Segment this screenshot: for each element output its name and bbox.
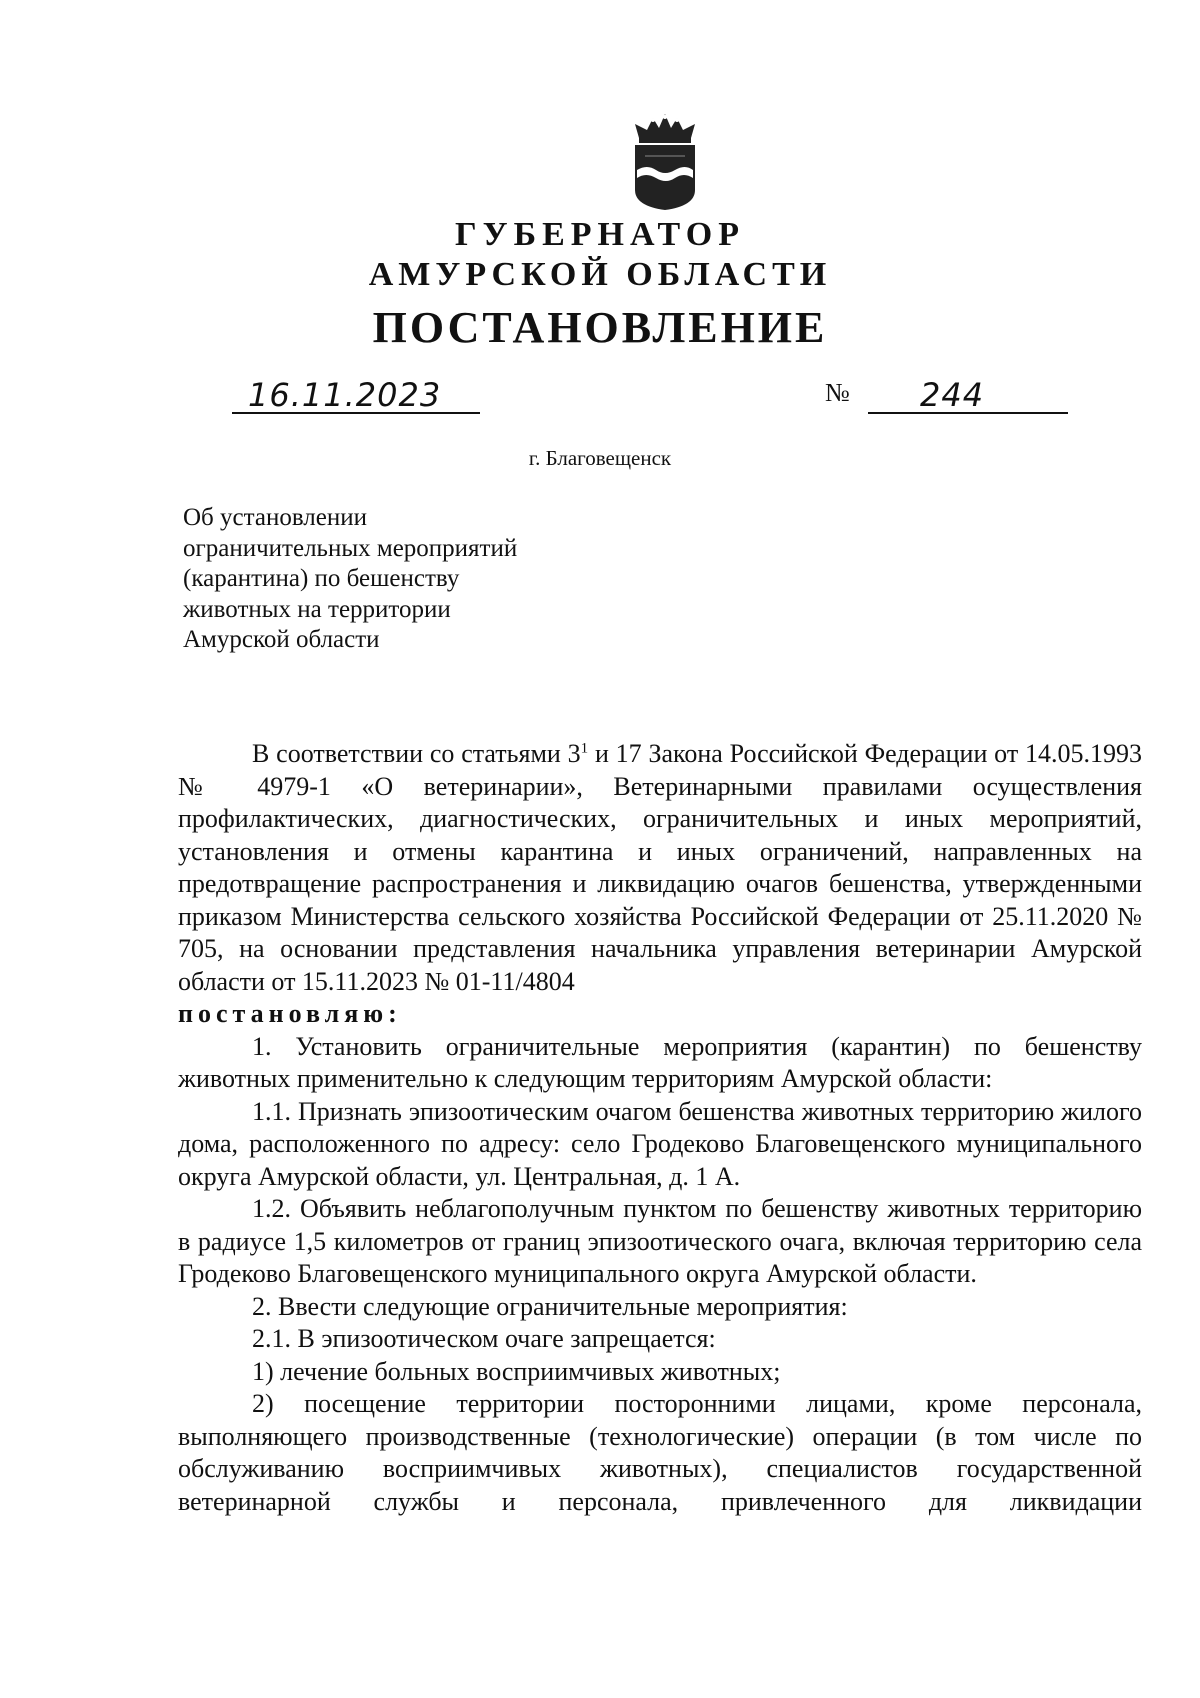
number-sign: № bbox=[825, 378, 850, 407]
document-body bbox=[178, 738, 1142, 1518]
preamble-text-continued: и 17 Закона Российской Федерации от 14.05.1993 № 4979-1 «О ветеринарии», Ветеринарными правилами осуществления профилактических, диагностических, ограничительных и иных мероприятий, установления и отмены карантина и иных ограничений, направленных на предотвращение распространения и ликвидацию очагов бешенства, утвержденными приказом Министерства сельского хозяйства Российской Федерации от 25.11.2020 № 705, на основании представления начальника управления ветеринарии Амурской области от 15.11.2023 № 01-11/4804 bbox=[178, 739, 1142, 996]
paragraph-1-1: 1.1. Признать эпизоотическим очагом бешенства животных территорию жилого дома, расположенного по адресу: село Гродеково Благовещенского муниципального округа Амурской области, ул. Центральная, д. 1 А. bbox=[178, 1096, 1142, 1191]
preamble-paragraph bbox=[178, 738, 1142, 998]
list-item-2: 2) посещение территории посторонними лицами, кроме персонала, выполняющего производственные (технологические) операции (в том числе по обслуживанию восприимчивых животных), специалистов государственной ветеринарной службы и персонала, привлеченного для ликвидации bbox=[178, 1389, 1142, 1516]
document-date: 16.11.2023 bbox=[248, 376, 442, 414]
decree-word: постановляю: bbox=[178, 999, 402, 1028]
paragraph-1: 1. Установить ограничительные мероприятия (карантин) по бешенству животных применительно к следующим территориям Амурской области: bbox=[178, 1031, 1142, 1093]
region-heading: АМУРСКОЙ ОБЛАСТИ bbox=[368, 256, 832, 293]
article-superscript: 1 bbox=[580, 740, 589, 757]
authority-heading: ГУБЕРНАТОР bbox=[455, 216, 745, 253]
paragraph-2-1: 2.1. В эпизоотическом очаге запрещается: bbox=[252, 1324, 716, 1353]
subject-line: животных на территории bbox=[183, 595, 451, 623]
document-type-title: ПОСТАНОВЛЕНИЕ bbox=[372, 303, 828, 352]
document-number: 244 bbox=[920, 376, 985, 414]
subject-line: (карантина) по бешенству bbox=[183, 565, 460, 592]
document-number-line bbox=[868, 372, 1068, 414]
preamble-text: В соответствии со статьями 3 bbox=[252, 739, 581, 768]
paragraph-1-2: 1.2. Объявить неблагополучным пунктом по бешенству животных территорию в радиусе 1,5 километров от границ эпизоотического очага, включая территорию села Гродеково Благовещенского муниципального округа Амурской области. bbox=[178, 1194, 1142, 1288]
city-label: г. Благовещенск bbox=[528, 446, 672, 470]
document-date-line bbox=[232, 372, 480, 414]
document-subject bbox=[183, 503, 603, 656]
subject-line: Об установлении bbox=[183, 504, 368, 531]
paragraph-2: 2. Ввести следующие ограничительные мероприятия: bbox=[252, 1291, 848, 1321]
subject-line: ограничительных мероприятий bbox=[183, 534, 518, 562]
coat-of-arms-icon bbox=[625, 112, 705, 212]
list-item-1: 1) лечение больных восприимчивых животных; bbox=[252, 1356, 781, 1386]
subject-line: Амурской области bbox=[183, 626, 380, 653]
